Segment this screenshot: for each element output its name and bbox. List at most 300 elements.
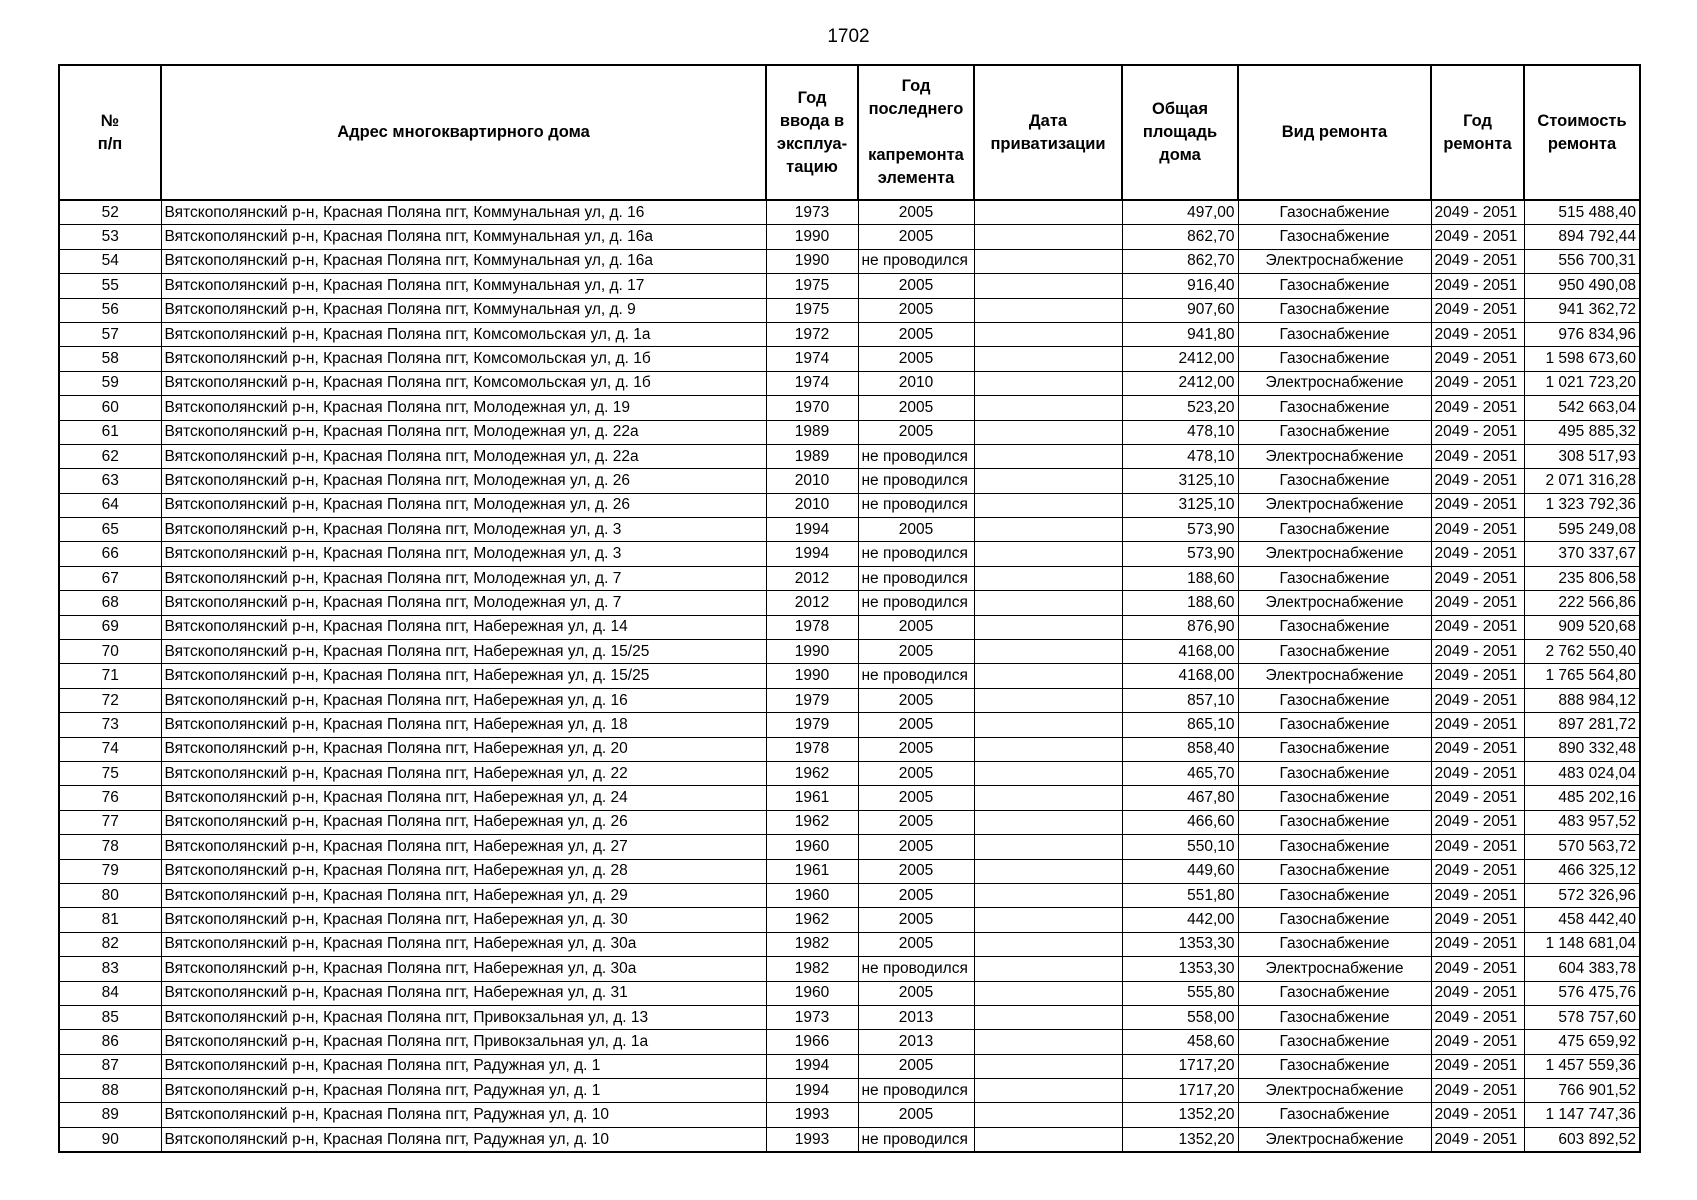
cell-last-repair-year: 2005 <box>858 347 974 371</box>
cell-total-area: 2412,00 <box>1122 347 1238 371</box>
cell-repair-year: 2049 - 2051 <box>1431 200 1524 225</box>
cell-privatization-date <box>974 518 1122 542</box>
cell-privatization-date <box>974 664 1122 688</box>
cell-total-area: 1717,20 <box>1122 1079 1238 1103</box>
cell-year-built: 1978 <box>766 615 858 639</box>
cell-address: Вятскополянский р-н, Красная Поляна пгт, Коммунальная ул, д. 17 <box>161 274 766 298</box>
cell-number: 59 <box>59 371 161 395</box>
cell-last-repair-year: 2013 <box>858 1030 974 1054</box>
cell-repair-year: 2049 - 2051 <box>1431 957 1524 981</box>
cell-repair-cost: 308 517,93 <box>1524 444 1640 468</box>
cell-total-area: 551,80 <box>1122 883 1238 907</box>
column-header-total-area: Общая площадь дома <box>1122 65 1238 200</box>
cell-repair-type: Электроснабжение <box>1238 493 1431 517</box>
cell-privatization-date <box>974 493 1122 517</box>
cell-repair-year: 2049 - 2051 <box>1431 640 1524 664</box>
cell-repair-cost: 603 892,52 <box>1524 1127 1640 1152</box>
cell-repair-type: Газоснабжение <box>1238 1054 1431 1078</box>
cell-year-built: 1962 <box>766 810 858 834</box>
cell-repair-type: Газоснабжение <box>1238 932 1431 956</box>
cell-number: 86 <box>59 1030 161 1054</box>
cell-repair-year: 2049 - 2051 <box>1431 810 1524 834</box>
cell-total-area: 3125,10 <box>1122 469 1238 493</box>
cell-total-area: 458,60 <box>1122 1030 1238 1054</box>
cell-address: Вятскополянский р-н, Красная Поляна пгт, Набережная ул, д. 30 <box>161 908 766 932</box>
cell-repair-cost: 2 762 550,40 <box>1524 640 1640 664</box>
cell-total-area: 907,60 <box>1122 298 1238 322</box>
cell-repair-year: 2049 - 2051 <box>1431 688 1524 712</box>
column-header-year-built: Год ввода в эксплуа- тацию <box>766 65 858 200</box>
cell-number: 80 <box>59 883 161 907</box>
cell-year-built: 1990 <box>766 225 858 249</box>
cell-year-built: 1975 <box>766 298 858 322</box>
cell-repair-cost: 1 765 564,80 <box>1524 664 1640 688</box>
cell-repair-cost: 1 147 747,36 <box>1524 1103 1640 1127</box>
cell-last-repair-year: не проводился <box>858 542 974 566</box>
cell-address: Вятскополянский р-н, Красная Поляна пгт, Молодежная ул, д. 22а <box>161 420 766 444</box>
cell-privatization-date <box>974 225 1122 249</box>
cell-repair-cost: 576 475,76 <box>1524 981 1640 1005</box>
cell-year-built: 1989 <box>766 420 858 444</box>
column-header-address: Адрес многоквартирного дома <box>161 65 766 200</box>
cell-year-built: 1994 <box>766 1054 858 1078</box>
cell-year-built: 1990 <box>766 640 858 664</box>
cell-repair-cost: 542 663,04 <box>1524 396 1640 420</box>
table-header <box>59 65 1640 200</box>
cell-privatization-date <box>974 322 1122 346</box>
cell-repair-year: 2049 - 2051 <box>1431 469 1524 493</box>
cell-repair-year: 2049 - 2051 <box>1431 322 1524 346</box>
cell-privatization-date <box>974 883 1122 907</box>
cell-privatization-date <box>974 981 1122 1005</box>
cell-repair-year: 2049 - 2051 <box>1431 371 1524 395</box>
cell-repair-cost: 950 490,08 <box>1524 274 1640 298</box>
cell-repair-cost: 897 281,72 <box>1524 713 1640 737</box>
cell-address: Вятскополянский р-н, Красная Поляна пгт, Молодежная ул, д. 3 <box>161 518 766 542</box>
column-header-privatization-date: Дата приватизации <box>974 65 1122 200</box>
cell-last-repair-year: 2005 <box>858 200 974 225</box>
cell-address: Вятскополянский р-н, Красная Поляна пгт, Радужная ул, д. 1 <box>161 1054 766 1078</box>
cell-year-built: 1972 <box>766 322 858 346</box>
cell-privatization-date <box>974 1005 1122 1029</box>
cell-privatization-date <box>974 396 1122 420</box>
cell-last-repair-year: 2005 <box>858 274 974 298</box>
cell-total-area: 1353,30 <box>1122 932 1238 956</box>
cell-address: Вятскополянский р-н, Красная Поляна пгт, Молодежная ул, д. 19 <box>161 396 766 420</box>
cell-repair-year: 2049 - 2051 <box>1431 298 1524 322</box>
cell-repair-type: Газоснабжение <box>1238 761 1431 785</box>
cell-last-repair-year: 2005 <box>858 859 974 883</box>
cell-total-area: 465,70 <box>1122 761 1238 785</box>
cell-privatization-date <box>974 908 1122 932</box>
cell-address: Вятскополянский р-н, Красная Поляна пгт, Привокзальная ул, д. 1а <box>161 1030 766 1054</box>
cell-last-repair-year: 2005 <box>858 688 974 712</box>
cell-repair-year: 2049 - 2051 <box>1431 713 1524 737</box>
cell-number: 76 <box>59 786 161 810</box>
cell-repair-year: 2049 - 2051 <box>1431 396 1524 420</box>
table-row <box>59 1127 1640 1152</box>
table-row <box>59 1054 1640 1078</box>
cell-total-area: 188,60 <box>1122 591 1238 615</box>
column-header-repair-cost: Стоимость ремонта <box>1524 65 1640 200</box>
cell-repair-year: 2049 - 2051 <box>1431 883 1524 907</box>
cell-privatization-date <box>974 1079 1122 1103</box>
cell-repair-year: 2049 - 2051 <box>1431 542 1524 566</box>
cell-total-area: 467,80 <box>1122 786 1238 810</box>
cell-total-area: 523,20 <box>1122 396 1238 420</box>
table-row <box>59 200 1640 225</box>
table-row <box>59 908 1640 932</box>
cell-address: Вятскополянский р-н, Красная Поляна пгт, Коммунальная ул, д. 16 <box>161 200 766 225</box>
table-row <box>59 859 1640 883</box>
cell-last-repair-year: не проводился <box>858 591 974 615</box>
cell-total-area: 1352,20 <box>1122 1103 1238 1127</box>
table-row <box>59 444 1640 468</box>
cell-repair-type: Газоснабжение <box>1238 1030 1431 1054</box>
cell-last-repair-year: не проводился <box>858 249 974 273</box>
cell-privatization-date <box>974 1054 1122 1078</box>
cell-repair-year: 2049 - 2051 <box>1431 1079 1524 1103</box>
cell-address: Вятскополянский р-н, Красная Поляна пгт, Молодежная ул, д. 22а <box>161 444 766 468</box>
cell-year-built: 1974 <box>766 371 858 395</box>
cell-repair-year: 2049 - 2051 <box>1431 347 1524 371</box>
cell-number: 65 <box>59 518 161 542</box>
cell-year-built: 1993 <box>766 1103 858 1127</box>
cell-repair-year: 2049 - 2051 <box>1431 932 1524 956</box>
cell-address: Вятскополянский р-н, Красная Поляна пгт, Молодежная ул, д. 7 <box>161 591 766 615</box>
cell-repair-cost: 595 249,08 <box>1524 518 1640 542</box>
cell-number: 52 <box>59 200 161 225</box>
cell-address: Вятскополянский р-н, Красная Поляна пгт, Коммунальная ул, д. 16а <box>161 225 766 249</box>
cell-repair-year: 2049 - 2051 <box>1431 1127 1524 1152</box>
cell-year-built: 1990 <box>766 249 858 273</box>
cell-year-built: 1960 <box>766 981 858 1005</box>
cell-repair-cost: 495 885,32 <box>1524 420 1640 444</box>
cell-number: 60 <box>59 396 161 420</box>
table-row <box>59 274 1640 298</box>
cell-last-repair-year: 2005 <box>858 761 974 785</box>
cell-number: 77 <box>59 810 161 834</box>
table-row <box>59 737 1640 761</box>
cell-year-built: 1978 <box>766 737 858 761</box>
table-row <box>59 981 1640 1005</box>
cell-repair-year: 2049 - 2051 <box>1431 981 1524 1005</box>
cell-repair-cost: 466 325,12 <box>1524 859 1640 883</box>
table-row <box>59 225 1640 249</box>
cell-repair-type: Газоснабжение <box>1238 615 1431 639</box>
cell-total-area: 188,60 <box>1122 566 1238 590</box>
cell-repair-cost: 941 362,72 <box>1524 298 1640 322</box>
cell-privatization-date <box>974 542 1122 566</box>
table-row <box>59 957 1640 981</box>
cell-repair-cost: 1 148 681,04 <box>1524 932 1640 956</box>
cell-repair-type: Электроснабжение <box>1238 957 1431 981</box>
cell-last-repair-year: не проводился <box>858 957 974 981</box>
cell-repair-cost: 578 757,60 <box>1524 1005 1640 1029</box>
cell-year-built: 1975 <box>766 274 858 298</box>
table-row <box>59 396 1640 420</box>
cell-year-built: 1994 <box>766 518 858 542</box>
cell-address: Вятскополянский р-н, Красная Поляна пгт, Набережная ул, д. 22 <box>161 761 766 785</box>
cell-total-area: 478,10 <box>1122 420 1238 444</box>
table-row <box>59 1030 1640 1054</box>
cell-year-built: 1970 <box>766 396 858 420</box>
cell-last-repair-year: 2005 <box>858 1103 974 1127</box>
cell-privatization-date <box>974 640 1122 664</box>
cell-address: Вятскополянский р-н, Красная Поляна пгт, Набережная ул, д. 29 <box>161 883 766 907</box>
cell-repair-type: Электроснабжение <box>1238 664 1431 688</box>
column-header-repair-year: Год ремонта <box>1431 65 1524 200</box>
cell-number: 81 <box>59 908 161 932</box>
cell-number: 56 <box>59 298 161 322</box>
cell-number: 54 <box>59 249 161 273</box>
cell-repair-type: Газоснабжение <box>1238 274 1431 298</box>
table-row <box>59 322 1640 346</box>
cell-total-area: 858,40 <box>1122 737 1238 761</box>
cell-number: 74 <box>59 737 161 761</box>
cell-last-repair-year: 2005 <box>858 737 974 761</box>
cell-repair-cost: 572 326,96 <box>1524 883 1640 907</box>
cell-year-built: 1961 <box>766 786 858 810</box>
cell-privatization-date <box>974 932 1122 956</box>
cell-repair-year: 2049 - 2051 <box>1431 591 1524 615</box>
cell-repair-year: 2049 - 2051 <box>1431 1030 1524 1054</box>
cell-total-area: 876,90 <box>1122 615 1238 639</box>
cell-last-repair-year: не проводился <box>858 664 974 688</box>
cell-privatization-date <box>974 469 1122 493</box>
cell-total-area: 916,40 <box>1122 274 1238 298</box>
cell-number: 64 <box>59 493 161 517</box>
cell-repair-cost: 2 071 316,28 <box>1524 469 1640 493</box>
cell-repair-year: 2049 - 2051 <box>1431 859 1524 883</box>
cell-last-repair-year: 2005 <box>858 908 974 932</box>
cell-total-area: 3125,10 <box>1122 493 1238 517</box>
cell-address: Вятскополянский р-н, Красная Поляна пгт, Набережная ул, д. 16 <box>161 688 766 712</box>
cell-repair-cost: 556 700,31 <box>1524 249 1640 273</box>
cell-last-repair-year: 2005 <box>858 420 974 444</box>
cell-repair-year: 2049 - 2051 <box>1431 249 1524 273</box>
cell-repair-year: 2049 - 2051 <box>1431 615 1524 639</box>
cell-privatization-date <box>974 274 1122 298</box>
cell-year-built: 1982 <box>766 957 858 981</box>
cell-last-repair-year: 2005 <box>858 640 974 664</box>
cell-year-built: 1960 <box>766 835 858 859</box>
table-row <box>59 835 1640 859</box>
cell-number: 90 <box>59 1127 161 1152</box>
cell-year-built: 1979 <box>766 688 858 712</box>
cell-repair-type: Газоснабжение <box>1238 908 1431 932</box>
cell-number: 63 <box>59 469 161 493</box>
cell-last-repair-year: 2005 <box>858 932 974 956</box>
cell-last-repair-year: не проводился <box>858 493 974 517</box>
cell-year-built: 2012 <box>766 566 858 590</box>
cell-repair-year: 2049 - 2051 <box>1431 1103 1524 1127</box>
cell-address: Вятскополянский р-н, Красная Поляна пгт, Набережная ул, д. 18 <box>161 713 766 737</box>
cell-number: 87 <box>59 1054 161 1078</box>
table-row <box>59 932 1640 956</box>
cell-address: Вятскополянский р-н, Красная Поляна пгт, Молодежная ул, д. 26 <box>161 469 766 493</box>
cell-repair-cost: 483 957,52 <box>1524 810 1640 834</box>
cell-repair-year: 2049 - 2051 <box>1431 225 1524 249</box>
cell-number: 57 <box>59 322 161 346</box>
cell-repair-type: Газоснабжение <box>1238 883 1431 907</box>
cell-repair-year: 2049 - 2051 <box>1431 737 1524 761</box>
table-row <box>59 615 1640 639</box>
cell-total-area: 857,10 <box>1122 688 1238 712</box>
table-row <box>59 493 1640 517</box>
cell-total-area: 442,00 <box>1122 908 1238 932</box>
table-row <box>59 810 1640 834</box>
cell-repair-year: 2049 - 2051 <box>1431 786 1524 810</box>
cell-repair-cost: 475 659,92 <box>1524 1030 1640 1054</box>
cell-year-built: 1962 <box>766 908 858 932</box>
cell-privatization-date <box>974 761 1122 785</box>
cell-address: Вятскополянский р-н, Красная Поляна пгт, Коммунальная ул, д. 16а <box>161 249 766 273</box>
cell-address: Вятскополянский р-н, Красная Поляна пгт, Привокзальная ул, д. 13 <box>161 1005 766 1029</box>
cell-last-repair-year: не проводился <box>858 469 974 493</box>
cell-total-area: 449,60 <box>1122 859 1238 883</box>
table-row <box>59 1005 1640 1029</box>
cell-repair-year: 2049 - 2051 <box>1431 1054 1524 1078</box>
cell-last-repair-year: 2005 <box>858 981 974 1005</box>
cell-total-area: 555,80 <box>1122 981 1238 1005</box>
cell-repair-type: Газоснабжение <box>1238 396 1431 420</box>
cell-total-area: 1717,20 <box>1122 1054 1238 1078</box>
cell-total-area: 550,10 <box>1122 835 1238 859</box>
cell-address: Вятскополянский р-н, Красная Поляна пгт, Набережная ул, д. 30а <box>161 957 766 981</box>
cell-total-area: 573,90 <box>1122 542 1238 566</box>
cell-address: Вятскополянский р-н, Красная Поляна пгт, Молодежная ул, д. 7 <box>161 566 766 590</box>
cell-total-area: 1352,20 <box>1122 1127 1238 1152</box>
cell-number: 71 <box>59 664 161 688</box>
cell-total-area: 865,10 <box>1122 713 1238 737</box>
cell-address: Вятскополянский р-н, Красная Поляна пгт, Набережная ул, д. 14 <box>161 615 766 639</box>
cell-repair-type: Газоснабжение <box>1238 835 1431 859</box>
column-header-last-repair-year: Год последнего капремонта элемента <box>858 65 974 200</box>
cell-privatization-date <box>974 1030 1122 1054</box>
cell-number: 70 <box>59 640 161 664</box>
column-header-number: № п/п <box>59 65 161 200</box>
cell-number: 58 <box>59 347 161 371</box>
table-row <box>59 761 1640 785</box>
cell-address: Вятскополянский р-н, Красная Поляна пгт, Комсомольская ул, д. 1б <box>161 347 766 371</box>
table-row <box>59 566 1640 590</box>
cell-repair-type: Газоснабжение <box>1238 566 1431 590</box>
cell-privatization-date <box>974 347 1122 371</box>
cell-year-built: 1966 <box>766 1030 858 1054</box>
table-row <box>59 664 1640 688</box>
cell-number: 69 <box>59 615 161 639</box>
cell-repair-cost: 235 806,58 <box>1524 566 1640 590</box>
repair-schedule-table <box>58 64 1641 1153</box>
cell-address: Вятскополянский р-н, Красная Поляна пгт, Набережная ул, д. 15/25 <box>161 640 766 664</box>
cell-privatization-date <box>974 566 1122 590</box>
cell-number: 75 <box>59 761 161 785</box>
cell-repair-cost: 894 792,44 <box>1524 225 1640 249</box>
cell-number: 73 <box>59 713 161 737</box>
table-row <box>59 371 1640 395</box>
cell-repair-cost: 766 901,52 <box>1524 1079 1640 1103</box>
cell-total-area: 941,80 <box>1122 322 1238 346</box>
table-row <box>59 469 1640 493</box>
cell-last-repair-year: 2005 <box>858 810 974 834</box>
cell-address: Вятскополянский р-н, Красная Поляна пгт, Радужная ул, д. 10 <box>161 1127 766 1152</box>
cell-repair-cost: 458 442,40 <box>1524 908 1640 932</box>
cell-repair-cost: 483 024,04 <box>1524 761 1640 785</box>
table-row <box>59 591 1640 615</box>
cell-repair-year: 2049 - 2051 <box>1431 1005 1524 1029</box>
cell-repair-type: Газоснабжение <box>1238 420 1431 444</box>
cell-year-built: 1973 <box>766 1005 858 1029</box>
cell-repair-type: Газоснабжение <box>1238 518 1431 542</box>
cell-repair-type: Газоснабжение <box>1238 859 1431 883</box>
cell-repair-cost: 1 021 723,20 <box>1524 371 1640 395</box>
cell-repair-type: Газоснабжение <box>1238 640 1431 664</box>
cell-address: Вятскополянский р-н, Красная Поляна пгт, Набережная ул, д. 26 <box>161 810 766 834</box>
cell-total-area: 1353,30 <box>1122 957 1238 981</box>
cell-repair-year: 2049 - 2051 <box>1431 420 1524 444</box>
cell-number: 61 <box>59 420 161 444</box>
cell-last-repair-year: не проводился <box>858 1127 974 1152</box>
cell-privatization-date <box>974 737 1122 761</box>
cell-number: 72 <box>59 688 161 712</box>
cell-repair-year: 2049 - 2051 <box>1431 908 1524 932</box>
table-body <box>59 200 1640 1152</box>
cell-year-built: 1979 <box>766 713 858 737</box>
table-row <box>59 1079 1640 1103</box>
cell-last-repair-year: 2005 <box>858 713 974 737</box>
cell-repair-type: Газоснабжение <box>1238 737 1431 761</box>
cell-repair-type: Газоснабжение <box>1238 1005 1431 1029</box>
header-row <box>59 65 1640 200</box>
cell-privatization-date <box>974 615 1122 639</box>
cell-year-built: 1982 <box>766 932 858 956</box>
cell-address: Вятскополянский р-н, Красная Поляна пгт, Радужная ул, д. 1 <box>161 1079 766 1103</box>
page-number: 1702 <box>827 26 870 47</box>
cell-year-built: 2012 <box>766 591 858 615</box>
cell-last-repair-year: 2010 <box>858 371 974 395</box>
cell-privatization-date <box>974 298 1122 322</box>
cell-privatization-date <box>974 835 1122 859</box>
cell-number: 55 <box>59 274 161 298</box>
cell-address: Вятскополянский р-н, Красная Поляна пгт, Набережная ул, д. 27 <box>161 835 766 859</box>
cell-repair-year: 2049 - 2051 <box>1431 761 1524 785</box>
cell-address: Вятскополянский р-н, Красная Поляна пгт, Радужная ул, д. 10 <box>161 1103 766 1127</box>
cell-last-repair-year: не проводился <box>858 566 974 590</box>
cell-repair-type: Электроснабжение <box>1238 591 1431 615</box>
cell-year-built: 2010 <box>766 469 858 493</box>
cell-repair-type: Газоснабжение <box>1238 810 1431 834</box>
cell-last-repair-year: не проводился <box>858 444 974 468</box>
table-row <box>59 518 1640 542</box>
cell-number: 67 <box>59 566 161 590</box>
cell-repair-type: Газоснабжение <box>1238 469 1431 493</box>
cell-number: 68 <box>59 591 161 615</box>
cell-privatization-date <box>974 420 1122 444</box>
cell-year-built: 1994 <box>766 1079 858 1103</box>
cell-number: 62 <box>59 444 161 468</box>
cell-year-built: 1960 <box>766 883 858 907</box>
cell-privatization-date <box>974 249 1122 273</box>
cell-number: 53 <box>59 225 161 249</box>
cell-repair-type: Газоснабжение <box>1238 225 1431 249</box>
cell-total-area: 2412,00 <box>1122 371 1238 395</box>
cell-address: Вятскополянский р-н, Красная Поляна пгт, Набережная ул, д. 24 <box>161 786 766 810</box>
cell-repair-cost: 1 323 792,36 <box>1524 493 1640 517</box>
cell-repair-type: Газоснабжение <box>1238 200 1431 225</box>
cell-repair-type: Газоснабжение <box>1238 322 1431 346</box>
cell-repair-type: Газоснабжение <box>1238 786 1431 810</box>
